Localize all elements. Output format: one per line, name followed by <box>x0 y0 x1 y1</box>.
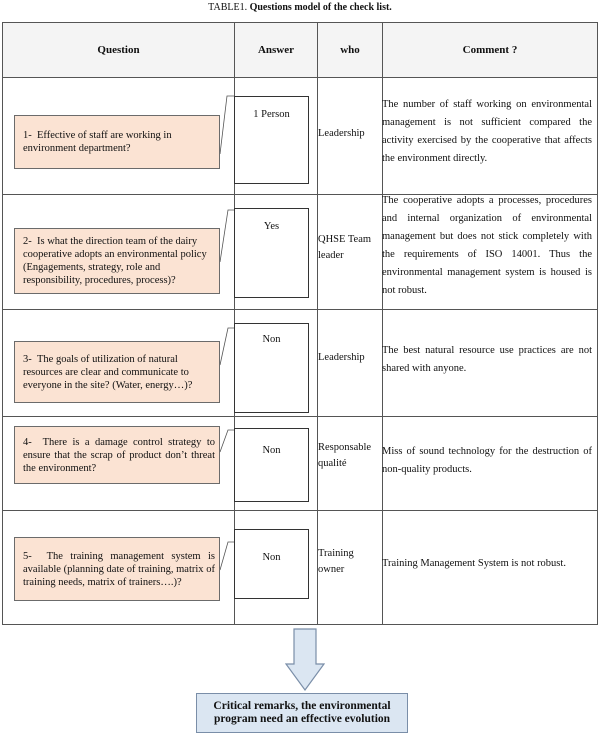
row-divider <box>3 309 597 310</box>
header-who: who <box>318 23 382 77</box>
question-box-5 <box>14 537 220 601</box>
answer-box-1: 1 Person <box>234 96 309 184</box>
header-answer: Answer <box>235 23 317 77</box>
row-divider <box>3 416 597 417</box>
header-question: Question <box>3 23 234 77</box>
comment-2: The cooperative adopts a processes, procedures and internal organization of environmental management but does not stick completely with the requirements of ISO 14001. Thus the environmental management system is housed is not robust. <box>382 195 592 296</box>
caption-title: Questions model of the check list. <box>249 2 392 13</box>
who-2: QHSE Team leader <box>318 234 372 261</box>
question-num-5: 5- <box>23 550 32 562</box>
column-divider <box>317 23 318 624</box>
answer-box-2: Yes <box>234 208 309 298</box>
conclusion-box <box>196 693 408 733</box>
question-text-2: Is what the direction team of the dairy cooperative adopts an environmental policy (Engagements, strategy, role and responsibility, procedures, process)? <box>23 236 207 286</box>
answer-box-3: Non <box>234 323 309 413</box>
header-comment: Comment ? <box>383 23 597 77</box>
table-caption <box>0 2 600 13</box>
question-num-2: 2- <box>23 236 32 247</box>
question-text-4: There is a damage control strategy to ensure that the scrap of product don’t threat the environment? <box>23 436 215 474</box>
question-num-4: 4- <box>23 436 32 448</box>
answer-box-5: Non <box>234 529 309 599</box>
conclusion-text: Critical remarks, the environmental program need an effective evolution <box>213 700 391 725</box>
caption-prefix: TABLE1. <box>208 2 248 13</box>
comment-4: Miss of sound technology for the destruction of non-quality products. <box>382 446 592 475</box>
question-text-5: The training management system is available (planning date of training, matrix of training needs, matrix of trainers….)? <box>23 550 216 588</box>
question-num-1: 1- <box>23 130 32 141</box>
comment-3: The best natural resource use practices are not shared with anyone. <box>382 345 592 374</box>
who-5: Training owner <box>318 548 354 575</box>
down-arrow-icon <box>285 628 325 692</box>
who-1: Leadership <box>318 128 365 139</box>
question-box-3 <box>14 341 220 403</box>
question-box-1 <box>14 115 220 169</box>
question-text-1: Effective of staff are working in environment department? <box>23 130 172 154</box>
comment-1: The number of staff working on environmental management is not sufficient compared the activity exercised by the cooperative that affects the environment directly. <box>382 99 592 164</box>
question-text-3: The goals of utilization of natural resources are clear and communicate to everyone in the site? (Water, energy…)? <box>23 353 193 391</box>
who-4: Responsable qualité <box>318 442 372 469</box>
who-3: Leadership <box>318 352 365 363</box>
comment-5: Training Management System is not robust. <box>382 558 566 569</box>
question-box-4 <box>14 426 220 484</box>
question-box-2 <box>14 228 220 294</box>
row-divider <box>3 77 597 78</box>
row-divider <box>3 510 597 511</box>
answer-box-4: Non <box>234 428 309 502</box>
question-num-3: 3- <box>23 353 32 365</box>
